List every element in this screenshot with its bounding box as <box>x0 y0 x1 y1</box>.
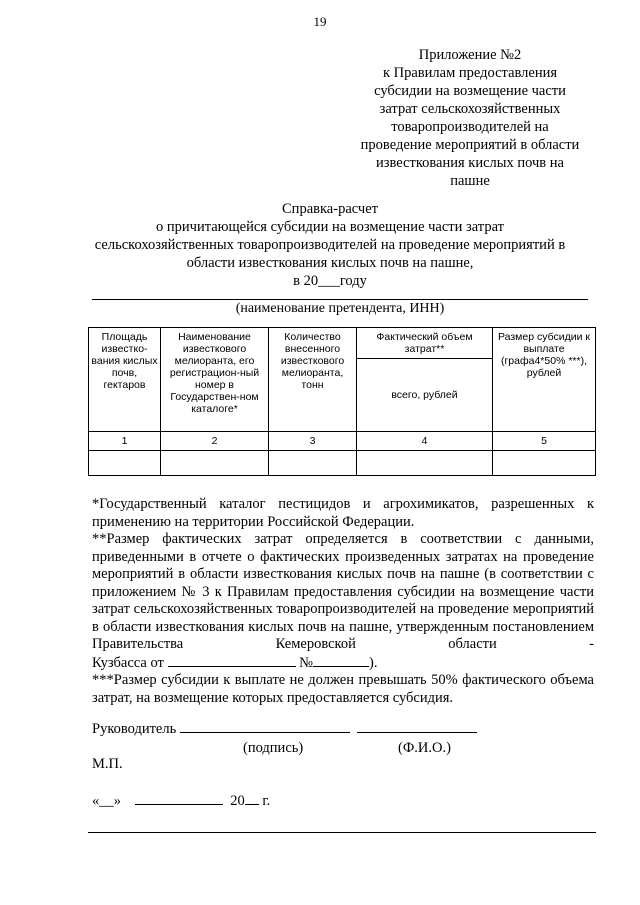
appendix-line: затрат сельскохозяйственных <box>379 101 561 117</box>
title-year: в 20___году <box>293 273 367 289</box>
table-header-meliorant: Наименование известкового мелиоранта, его регистрацион-ный номер в Государствен-ном каталоге* <box>161 328 269 432</box>
resolution-number-blank <box>313 654 369 667</box>
table-column-number: 4 <box>357 432 493 451</box>
signature-caption: (подпись) <box>243 740 304 756</box>
appendix-line: к Правилам предоставления <box>382 65 558 81</box>
resolution-date-blank <box>168 654 296 667</box>
footnote-actual-costs: **Размер фактических затрат определяется в соответствии с данными, приведенными в отчете о фактических произведенных затратах на проведение мероприятий в области известкования кислых почв на пашне (в соответствии с приложением № 3 к Правилам предоставления субсидии на возмещение части затрат сельскохозяйственных товаропроизводителей на проведение мероприятий в области известкования кислых почв на пашне, утвержденным постановлением Правительства Кемеровской области - <box>92 531 594 652</box>
table-cell[interactable] <box>89 451 161 476</box>
table-cell[interactable] <box>357 451 493 476</box>
table-header-subsidy: Размер субсидии к выплате (графа4*50% ***), рублей <box>493 328 596 432</box>
name-blank <box>357 720 477 733</box>
date-year-prefix: 20 <box>230 793 245 809</box>
footnote-subsidy-limit: ***Размер субсидии к выплате не должен превышать 50% фактического объема затрат, на возмещение которых предоставляется субсидия. <box>92 672 594 706</box>
applicant-caption: (наименование претендента, ИНН) <box>235 301 445 316</box>
title-line: области известкования кислых почв на пашне, <box>186 255 474 271</box>
table-cell[interactable] <box>161 451 269 476</box>
table-header-area: Площадь известко-вания кислых почв, гектаров <box>89 328 161 432</box>
page-number: 19 <box>313 14 327 29</box>
title-heading: Справка-расчет <box>282 201 378 217</box>
title-line: о причитающейся субсидии на возмещение части затрат <box>156 219 504 235</box>
appendix-line: проведение мероприятий в области <box>360 137 580 153</box>
table-cell[interactable] <box>493 451 596 476</box>
appendix-header <box>330 46 610 190</box>
resolution-number-label: № <box>299 654 313 671</box>
table-column-number: 5 <box>493 432 596 451</box>
appendix-line: Приложение №2 <box>418 47 522 63</box>
signature-blank <box>180 720 350 733</box>
resolution-from-label: Кузбасса от <box>92 654 164 671</box>
appendix-line: пашне <box>450 173 490 189</box>
title-line: сельскохозяйственных товаропроизводителей на проведение мероприятий в <box>94 237 566 253</box>
stamp-place: М.П. <box>92 756 123 772</box>
signature-label: Руководитель <box>92 721 177 737</box>
date-day: «__» <box>92 793 121 809</box>
table-column-number: 1 <box>89 432 161 451</box>
appendix-line: известкования кислых почв на <box>376 155 564 171</box>
calculation-table <box>88 327 596 476</box>
name-caption: (Ф.И.О.) <box>398 740 451 756</box>
table-header-actual-costs: Фактический объем затрат** <box>357 328 493 359</box>
date-year-blank <box>245 792 259 805</box>
table-header-total-rubles: всего, рублей <box>357 359 493 432</box>
date-month-blank <box>135 792 223 805</box>
table-cell[interactable] <box>269 451 357 476</box>
table-column-number: 2 <box>161 432 269 451</box>
table-header-quantity: Количество внесенного известкового мелиоранта, тонн <box>269 328 357 432</box>
table-column-number: 3 <box>269 432 357 451</box>
date-year-suffix: г. <box>262 793 271 809</box>
applicant-name-field-line <box>92 299 588 300</box>
appendix-line: субсидии на возмещение части <box>374 83 566 99</box>
signature-row <box>92 720 477 738</box>
document-title <box>70 200 590 290</box>
footnote-catalog: *Государственный каталог пестицидов и агрохимикатов, разрешенных к применению на территории Российской Федерации. <box>92 496 594 530</box>
footnotes <box>92 496 594 707</box>
resolution-close: ). <box>368 654 378 671</box>
appendix-line: товаропроизводителей на <box>391 119 549 135</box>
bottom-divider <box>88 832 596 833</box>
footnote-resolution-line <box>92 654 594 673</box>
date-row <box>92 792 270 810</box>
table-row <box>89 451 596 476</box>
